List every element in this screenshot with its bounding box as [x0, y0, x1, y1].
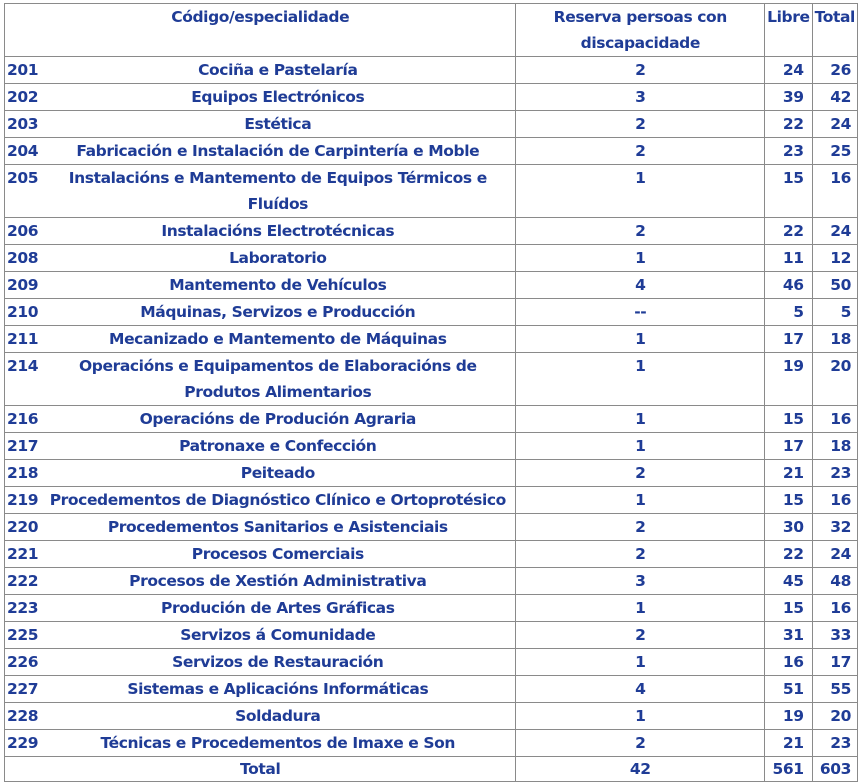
- row-free: 22: [765, 541, 812, 568]
- row-reserve: 3: [516, 84, 765, 111]
- table-row: [5, 138, 858, 165]
- row-name: Soldadura: [40, 703, 516, 730]
- row-reserve: 2: [516, 541, 765, 568]
- table-row: [5, 272, 858, 299]
- row-name: Sistemas e Aplicacións Informáticas: [40, 676, 516, 703]
- row-reserve: 2: [516, 138, 765, 165]
- row-reserve: 1: [516, 595, 765, 622]
- row-free: 30: [765, 514, 812, 541]
- row-name-line2: Produtos Alimentarios: [184, 383, 372, 401]
- row-reserve: 4: [516, 676, 765, 703]
- table-row: [5, 730, 858, 757]
- table-row: [5, 703, 858, 730]
- row-code: 220: [5, 514, 41, 541]
- header-reserve-line1: Reserva persoas con: [553, 8, 727, 26]
- row-code: 226: [5, 649, 41, 676]
- row-total: 16: [812, 406, 857, 433]
- row-total: 42: [812, 84, 857, 111]
- row-reserve: 2: [516, 57, 765, 84]
- vacancies-table: [4, 3, 858, 782]
- row-name: [40, 165, 516, 218]
- row-code: 223: [5, 595, 41, 622]
- table-row: [5, 649, 858, 676]
- row-code: 221: [5, 541, 41, 568]
- row-free: 39: [765, 84, 812, 111]
- row-free: 46: [765, 272, 812, 299]
- row-code: 222: [5, 568, 41, 595]
- row-name: Patronaxe e Confección: [40, 433, 516, 460]
- row-free: 15: [765, 595, 812, 622]
- row-reserve: 1: [516, 406, 765, 433]
- row-reserve: 2: [516, 514, 765, 541]
- totals-total: 603: [812, 757, 857, 782]
- row-total: 5: [812, 299, 857, 326]
- row-reserve: 1: [516, 245, 765, 272]
- row-name: Servizos de Restauración: [40, 649, 516, 676]
- row-reserve: 1: [516, 165, 765, 218]
- row-total: 32: [812, 514, 857, 541]
- row-code: 214: [5, 353, 41, 406]
- row-free: 21: [765, 460, 812, 487]
- row-total: 26: [812, 57, 857, 84]
- totals-row: [5, 757, 858, 782]
- row-reserve: 1: [516, 433, 765, 460]
- table-row: [5, 460, 858, 487]
- row-name-line1: Instalacións e Mantemento de Equipos Térmicos e: [68, 169, 487, 187]
- row-total: 24: [812, 111, 857, 138]
- row-free: 15: [765, 165, 812, 218]
- row-code: 208: [5, 245, 41, 272]
- row-free: 5: [765, 299, 812, 326]
- row-free: 51: [765, 676, 812, 703]
- table-row: [5, 595, 858, 622]
- table-row: [5, 57, 858, 84]
- row-code: 218: [5, 460, 41, 487]
- row-reserve: 1: [516, 353, 765, 406]
- header-free: Libre: [765, 4, 812, 57]
- row-reserve: 2: [516, 111, 765, 138]
- header-reserve-line2: discapacidade: [580, 34, 700, 52]
- row-free: 11: [765, 245, 812, 272]
- row-code: 229: [5, 730, 41, 757]
- row-name-line2: Fluídos: [247, 195, 309, 213]
- row-total: 16: [812, 165, 857, 218]
- row-code: 211: [5, 326, 41, 353]
- row-reserve: 3: [516, 568, 765, 595]
- row-name: Técnicas e Procedementos de Imaxe e Son: [40, 730, 516, 757]
- row-total: 48: [812, 568, 857, 595]
- row-code: 227: [5, 676, 41, 703]
- row-total: 18: [812, 326, 857, 353]
- row-code: 203: [5, 111, 41, 138]
- row-free: 15: [765, 487, 812, 514]
- row-total: 12: [812, 245, 857, 272]
- row-free: 31: [765, 622, 812, 649]
- row-free: 19: [765, 703, 812, 730]
- row-total: 33: [812, 622, 857, 649]
- row-free: 22: [765, 218, 812, 245]
- table-body: [5, 57, 858, 757]
- row-name: Produción de Artes Gráficas: [40, 595, 516, 622]
- row-name: Mantemento de Vehículos: [40, 272, 516, 299]
- table-row: [5, 245, 858, 272]
- row-reserve: 2: [516, 218, 765, 245]
- totals-reserve: 42: [516, 757, 765, 782]
- row-name: Equipos Electrónicos: [40, 84, 516, 111]
- row-name: Laboratorio: [40, 245, 516, 272]
- row-reserve: 1: [516, 487, 765, 514]
- row-name: Cociña e Pastelaría: [40, 57, 516, 84]
- row-free: 16: [765, 649, 812, 676]
- row-total: 23: [812, 460, 857, 487]
- row-free: 23: [765, 138, 812, 165]
- row-total: 24: [812, 541, 857, 568]
- row-name: Peiteado: [40, 460, 516, 487]
- row-name: Máquinas, Servizos e Producción: [40, 299, 516, 326]
- row-code: 206: [5, 218, 41, 245]
- row-free: 17: [765, 326, 812, 353]
- row-code: 209: [5, 272, 41, 299]
- row-name: Instalacións Electrotécnicas: [40, 218, 516, 245]
- row-code: 204: [5, 138, 41, 165]
- table-row: [5, 84, 858, 111]
- table-row: [5, 541, 858, 568]
- row-name: Procedementos Sanitarios e Asistenciais: [40, 514, 516, 541]
- row-total: 18: [812, 433, 857, 460]
- table-row: [5, 406, 858, 433]
- row-name: Procesos de Xestión Administrativa: [40, 568, 516, 595]
- row-reserve: 2: [516, 730, 765, 757]
- row-name: Procedementos de Diagnóstico Clínico e Ortoprotésico: [40, 487, 516, 514]
- row-reserve: 4: [516, 272, 765, 299]
- row-total: 17: [812, 649, 857, 676]
- header-total: Total: [812, 4, 857, 57]
- row-free: 15: [765, 406, 812, 433]
- row-total: 20: [812, 353, 857, 406]
- row-name: Servizos á Comunidade: [40, 622, 516, 649]
- row-code: 205: [5, 165, 41, 218]
- row-code: 210: [5, 299, 41, 326]
- header-speciality: Código/especialidade: [5, 4, 516, 57]
- table-row: [5, 487, 858, 514]
- row-free: 17: [765, 433, 812, 460]
- row-reserve: 1: [516, 649, 765, 676]
- row-code: 217: [5, 433, 41, 460]
- row-total: 23: [812, 730, 857, 757]
- row-name: [40, 353, 516, 406]
- row-total: 25: [812, 138, 857, 165]
- table-row: [5, 622, 858, 649]
- row-reserve: 2: [516, 460, 765, 487]
- row-reserve: 1: [516, 703, 765, 730]
- table-row: [5, 299, 858, 326]
- row-reserve: 1: [516, 326, 765, 353]
- row-name: Operacións de Produción Agraria: [40, 406, 516, 433]
- row-code: 216: [5, 406, 41, 433]
- row-free: 19: [765, 353, 812, 406]
- row-name: Mecanizado e Mantemento de Máquinas: [40, 326, 516, 353]
- table-row: [5, 568, 858, 595]
- row-total: 16: [812, 487, 857, 514]
- row-code: 225: [5, 622, 41, 649]
- header-reserve: [516, 4, 765, 57]
- row-total: 55: [812, 676, 857, 703]
- row-total: 50: [812, 272, 857, 299]
- row-name: Fabricación e Instalación de Carpintería e Moble: [40, 138, 516, 165]
- table-row: [5, 218, 858, 245]
- totals-label: Total: [5, 757, 516, 782]
- row-free: 45: [765, 568, 812, 595]
- row-code: 219: [5, 487, 41, 514]
- row-code: 202: [5, 84, 41, 111]
- row-free: 21: [765, 730, 812, 757]
- table-row: [5, 111, 858, 138]
- row-code: 201: [5, 57, 41, 84]
- table-row: [5, 433, 858, 460]
- row-reserve: 2: [516, 622, 765, 649]
- row-name: Procesos Comerciais: [40, 541, 516, 568]
- row-free: 24: [765, 57, 812, 84]
- totals-free: 561: [765, 757, 812, 782]
- row-name-line1: Operacións e Equipamentos de Elaboracións de: [79, 357, 477, 375]
- row-name: Estética: [40, 111, 516, 138]
- row-free: 22: [765, 111, 812, 138]
- row-reserve: --: [516, 299, 765, 326]
- row-code: 228: [5, 703, 41, 730]
- table-row: [5, 326, 858, 353]
- header-row: [5, 4, 858, 57]
- row-total: 16: [812, 595, 857, 622]
- table-row: [5, 353, 858, 406]
- table-row: [5, 165, 858, 218]
- row-total: 24: [812, 218, 857, 245]
- row-total: 20: [812, 703, 857, 730]
- table-row: [5, 514, 858, 541]
- table-row: [5, 676, 858, 703]
